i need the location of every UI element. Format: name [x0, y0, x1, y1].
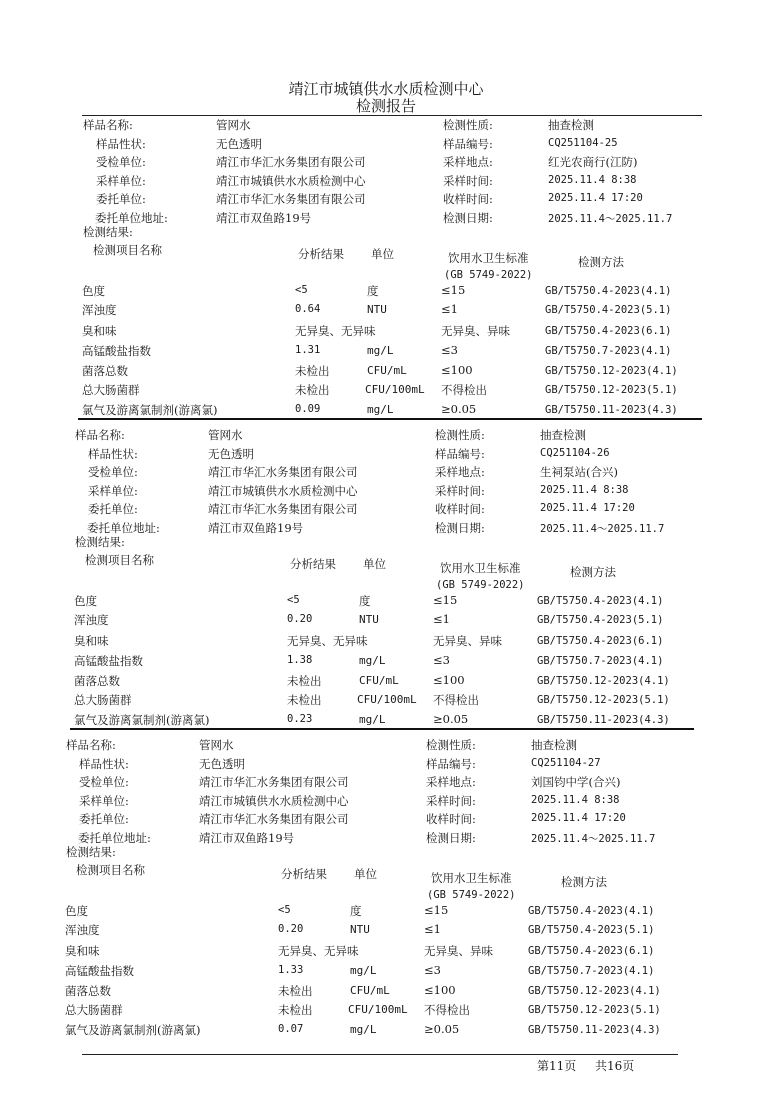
item-method: GB/T5750.4-2023(4.1): [528, 905, 655, 917]
item-name: 总大肠菌群: [74, 693, 132, 707]
item-name: 菌落总数: [65, 984, 111, 998]
value-sample-name: 管网水: [199, 738, 234, 752]
item-unit: mg/L: [350, 1023, 377, 1036]
label-sample_property: 样品性状:: [88, 446, 138, 461]
value-test-nature: 抽查检测: [531, 738, 577, 752]
item-standard: ≥0.05: [433, 712, 469, 726]
value-sampling-location: 生祠泵站(合兴): [540, 465, 618, 479]
value-client-address: 靖江市双鱼路19号: [208, 520, 304, 535]
item-name: 氯气及游离氯制剂(游离氯): [74, 713, 210, 727]
label-sample-no: 样品编号:: [443, 136, 493, 151]
item-standard: ≥0.05: [424, 1022, 460, 1036]
item-method: GB/T5750.12-2023(4.1): [545, 365, 678, 377]
label-sampling-location: 采样地点:: [443, 155, 493, 169]
label-receipt-time: 收样时间:: [443, 192, 493, 206]
item-name: 高锰酸盐指数: [74, 654, 143, 668]
item-unit: mg/L: [367, 403, 394, 416]
value-sample-no: CQ251104-27: [531, 756, 601, 769]
item-name: 菌落总数: [82, 364, 128, 378]
title-rule: [82, 115, 702, 116]
label-receipt-time: 收样时间:: [435, 502, 485, 516]
footer-rule: [82, 1054, 678, 1055]
item-unit: mg/L: [350, 964, 377, 977]
label-sample-no: 样品编号:: [426, 756, 476, 771]
item-method: GB/T5750.12-2023(5.1): [537, 694, 670, 706]
item-name: 高锰酸盐指数: [82, 344, 151, 358]
item-result: 未检出: [278, 984, 313, 998]
value-inspected-unit: 靖江市华汇水务集团有限公司: [216, 155, 366, 169]
item-standard: 不得检出: [441, 383, 487, 397]
item-unit: mg/L: [367, 344, 394, 357]
item-standard: ≤15: [424, 903, 449, 917]
results-label: 检测结果:: [83, 225, 133, 239]
item-standard: 无异臭、异味: [424, 944, 493, 958]
results-label: 检测结果:: [75, 535, 125, 549]
value-sampling-time: 2025.11.4 8:38: [548, 173, 637, 186]
col-header-standard-code: (GB 5749-2022): [436, 579, 525, 591]
item-result: 未检出: [295, 383, 330, 397]
col-header-unit: 单位: [363, 557, 386, 571]
label-client_address: 委托单位地址:: [78, 830, 151, 845]
report-separator: [78, 418, 702, 420]
item-result: 未检出: [278, 1003, 313, 1017]
item-name: 高锰酸盐指数: [65, 964, 134, 978]
item-result: <5: [295, 284, 308, 296]
item-unit: NTU: [367, 303, 387, 316]
value-sample-property: 无色透明: [216, 136, 262, 151]
label-test-date: 检测日期:: [435, 520, 485, 535]
item-name: 氯气及游离氯制剂(游离氯): [82, 403, 218, 417]
value-sampling-location: 红光农商行(江防): [548, 155, 638, 169]
label-receipt-time: 收样时间:: [426, 812, 476, 826]
item-unit: NTU: [350, 923, 370, 936]
item-method: GB/T5750.7-2023(4.1): [537, 655, 664, 667]
col-header-method: 检测方法: [561, 875, 607, 889]
value-sampling-time: 2025.11.4 8:38: [531, 793, 620, 806]
item-standard: ≤3: [441, 343, 458, 357]
value-sampling-unit: 靖江市城镇供水水质检测中心: [208, 483, 358, 498]
col-header-item: 检测项目名称: [93, 243, 162, 257]
col-header-standard-code: (GB 5749-2022): [444, 269, 533, 281]
label-sampling_unit: 采样单位:: [79, 793, 129, 808]
col-header-result: 分析结果: [281, 867, 327, 881]
item-method: GB/T5750.4-2023(5.1): [537, 614, 664, 626]
item-result: 无异臭、无异味: [287, 634, 368, 648]
item-standard: ≤100: [441, 363, 473, 377]
item-method: GB/T5750.7-2023(4.1): [528, 965, 655, 977]
label-sample_name: 样品名称:: [66, 738, 116, 752]
item-unit: NTU: [359, 613, 379, 626]
value-client-unit: 靖江市华汇水务集团有限公司: [216, 192, 366, 206]
col-header-unit: 单位: [371, 247, 394, 261]
item-unit: mg/L: [359, 713, 386, 726]
col-header-standard: 饮用水卫生标准: [431, 871, 512, 885]
item-unit: CFU/100mL: [357, 693, 417, 706]
label-client_unit: 委托单位:: [96, 192, 146, 206]
value-sampling-unit: 靖江市城镇供水水质检测中心: [199, 793, 349, 808]
item-method: GB/T5750.11-2023(4.3): [528, 1024, 661, 1036]
item-standard: ≤15: [441, 283, 466, 297]
item-result: 0.64: [295, 303, 321, 315]
item-result: 无异臭、无异味: [278, 944, 359, 958]
page-title: 靖江市城镇供水水质检测中心: [288, 80, 484, 98]
item-unit: 度: [367, 284, 379, 298]
label-sample_name: 样品名称:: [75, 428, 125, 442]
col-header-standard-code: (GB 5749-2022): [427, 889, 516, 901]
label-client_address: 委托单位地址:: [95, 210, 168, 225]
label-sample_name: 样品名称:: [83, 118, 133, 132]
item-name: 浑浊度: [82, 303, 117, 317]
item-result: 0.23: [287, 713, 313, 725]
item-standard: ≤100: [433, 673, 465, 687]
item-name: 臭和味: [74, 634, 109, 648]
item-method: GB/T5750.12-2023(5.1): [528, 1004, 661, 1016]
item-standard: ≤15: [433, 593, 458, 607]
item-name: 总大肠菌群: [65, 1003, 123, 1017]
label-client_unit: 委托单位:: [79, 812, 129, 826]
item-result: 1.31: [295, 344, 321, 356]
item-standard: ≤1: [433, 612, 450, 626]
label-test-nature: 检测性质:: [426, 738, 476, 752]
item-name: 浑浊度: [74, 613, 109, 627]
label-sample_property: 样品性状:: [79, 756, 129, 771]
item-result: 0.20: [287, 613, 313, 625]
item-method: GB/T5750.4-2023(6.1): [545, 325, 672, 337]
label-sampling_unit: 采样单位:: [88, 483, 138, 498]
value-client-address: 靖江市双鱼路19号: [199, 830, 295, 845]
item-result: 1.33: [278, 964, 304, 976]
value-test-nature: 抽查检测: [540, 428, 586, 442]
item-standard: ≤1: [441, 302, 458, 316]
item-standard: 不得检出: [424, 1003, 470, 1017]
item-standard: ≥0.05: [441, 402, 477, 416]
value-receipt-time: 2025.11.4 17:20: [548, 192, 643, 204]
col-header-result: 分析结果: [290, 557, 336, 571]
item-method: GB/T5750.12-2023(4.1): [537, 675, 670, 687]
label-client_address: 委托单位地址:: [87, 520, 160, 535]
value-test-date: 2025.11.4～2025.11.7: [548, 212, 673, 225]
item-standard: 无异臭、异味: [441, 324, 510, 338]
item-method: GB/T5750.4-2023(4.1): [545, 285, 672, 297]
item-unit: CFU/mL: [367, 364, 407, 377]
item-method: GB/T5750.4-2023(4.1): [537, 595, 664, 607]
label-inspected_unit: 受检单位:: [96, 155, 146, 169]
item-result: 1.38: [287, 654, 313, 666]
item-method: GB/T5750.4-2023(6.1): [528, 945, 655, 957]
item-name: 臭和味: [65, 944, 100, 958]
label-inspected_unit: 受检单位:: [79, 775, 129, 789]
item-method: GB/T5750.12-2023(4.1): [528, 985, 661, 997]
value-sample-name: 管网水: [208, 428, 243, 442]
item-method: GB/T5750.11-2023(4.3): [545, 404, 678, 416]
value-sample-no: CQ251104-25: [548, 136, 618, 149]
col-header-method: 检测方法: [578, 255, 624, 269]
value-receipt-time: 2025.11.4 17:20: [531, 812, 626, 824]
value-inspected-unit: 靖江市华汇水务集团有限公司: [199, 775, 349, 789]
item-result: <5: [287, 594, 300, 606]
value-receipt-time: 2025.11.4 17:20: [540, 502, 635, 514]
item-result: 0.20: [278, 923, 304, 935]
label-sampling-time: 采样时间:: [426, 793, 476, 808]
item-unit: mg/L: [359, 654, 386, 667]
page-subtitle: 检测报告: [355, 97, 416, 115]
item-result: 0.07: [278, 1023, 304, 1035]
item-method: GB/T5750.11-2023(4.3): [537, 714, 670, 726]
col-header-method: 检测方法: [570, 565, 616, 579]
item-result: <5: [278, 904, 291, 916]
label-test-nature: 检测性质:: [435, 428, 485, 442]
label-sampling-time: 采样时间:: [435, 483, 485, 498]
label-sampling_unit: 采样单位:: [96, 173, 146, 188]
item-unit: CFU/100mL: [365, 383, 425, 396]
item-name: 臭和味: [82, 324, 117, 338]
item-name: 总大肠菌群: [82, 383, 140, 397]
item-name: 色度: [82, 284, 105, 298]
item-unit: CFU/mL: [359, 674, 399, 687]
item-name: 菌落总数: [74, 674, 120, 688]
item-unit: CFU/100mL: [348, 1003, 408, 1016]
label-client_unit: 委托单位:: [88, 502, 138, 516]
col-header-result: 分析结果: [298, 247, 344, 261]
value-test-date: 2025.11.4～2025.11.7: [540, 522, 665, 535]
item-method: GB/T5750.4-2023(6.1): [537, 635, 664, 647]
item-method: GB/T5750.4-2023(5.1): [545, 304, 672, 316]
item-method: GB/T5750.4-2023(5.1): [528, 924, 655, 936]
label-sampling-location: 采样地点:: [426, 775, 476, 789]
label-sampling-time: 采样时间:: [443, 173, 493, 188]
item-unit: CFU/mL: [350, 984, 390, 997]
item-method: GB/T5750.12-2023(5.1): [545, 384, 678, 396]
value-test-date: 2025.11.4～2025.11.7: [531, 832, 656, 845]
label-inspected_unit: 受检单位:: [88, 465, 138, 479]
item-name: 氯气及游离氯制剂(游离氯): [65, 1023, 201, 1037]
item-result: 0.09: [295, 403, 321, 415]
label-sample-no: 样品编号:: [435, 446, 485, 461]
item-result: 未检出: [287, 674, 322, 688]
item-method: GB/T5750.7-2023(4.1): [545, 345, 672, 357]
page-total: 共16页: [595, 1059, 635, 1073]
value-sample-property: 无色透明: [208, 446, 254, 461]
value-client-unit: 靖江市华汇水务集团有限公司: [199, 812, 349, 826]
value-sample-name: 管网水: [216, 118, 251, 132]
item-unit: 度: [350, 904, 362, 918]
value-sample-property: 无色透明: [199, 756, 245, 771]
item-unit: 度: [359, 594, 371, 608]
item-standard: 无异臭、异味: [433, 634, 502, 648]
label-sample_property: 样品性状:: [96, 136, 146, 151]
col-header-item: 检测项目名称: [76, 863, 145, 877]
report-separator: [70, 728, 694, 730]
page-number: 第11页: [537, 1059, 577, 1073]
item-name: 浑浊度: [65, 923, 100, 937]
col-header-standard: 饮用水卫生标准: [448, 251, 529, 265]
item-standard: ≤100: [424, 983, 456, 997]
value-client-address: 靖江市双鱼路19号: [216, 210, 312, 225]
item-result: 无异臭、无异味: [295, 324, 376, 338]
value-sampling-unit: 靖江市城镇供水水质检测中心: [216, 173, 366, 188]
results-label: 检测结果:: [66, 845, 116, 859]
label-test-date: 检测日期:: [426, 830, 476, 845]
value-inspected-unit: 靖江市华汇水务集团有限公司: [208, 465, 358, 479]
value-test-nature: 抽查检测: [548, 118, 594, 132]
label-test-nature: 检测性质:: [443, 118, 493, 132]
value-client-unit: 靖江市华汇水务集团有限公司: [208, 502, 358, 516]
col-header-standard: 饮用水卫生标准: [440, 561, 521, 575]
item-result: 未检出: [295, 364, 330, 378]
value-sample-no: CQ251104-26: [540, 446, 610, 459]
label-sampling-location: 采样地点:: [435, 465, 485, 479]
item-name: 色度: [65, 904, 88, 918]
item-name: 色度: [74, 594, 97, 608]
value-sampling-time: 2025.11.4 8:38: [540, 483, 629, 496]
item-standard: ≤3: [424, 963, 441, 977]
col-header-item: 检测项目名称: [85, 553, 154, 567]
item-standard: ≤1: [424, 922, 441, 936]
item-result: 未检出: [287, 693, 322, 707]
item-standard: ≤3: [433, 653, 450, 667]
item-standard: 不得检出: [433, 693, 479, 707]
col-header-unit: 单位: [354, 867, 377, 881]
value-sampling-location: 刘国钧中学(合兴): [531, 775, 621, 789]
label-test-date: 检测日期:: [443, 210, 493, 225]
